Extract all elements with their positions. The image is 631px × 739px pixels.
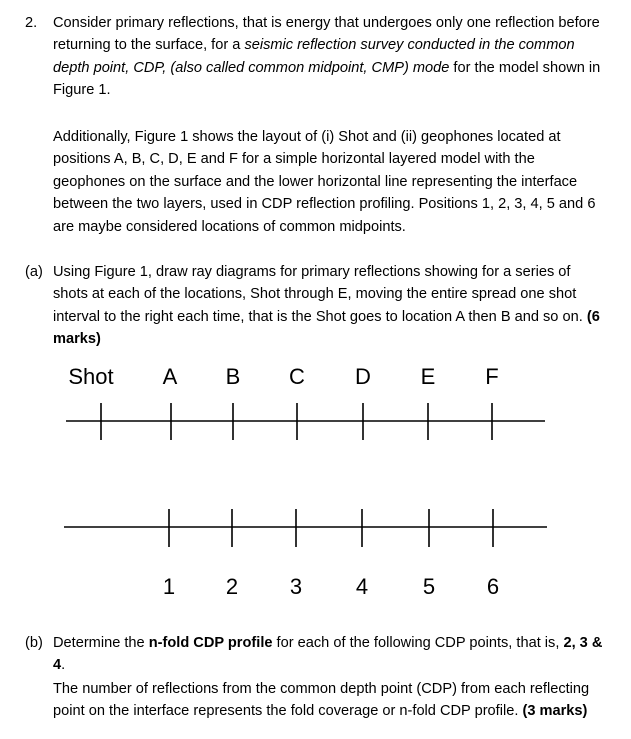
part-b-points: 2, 3 & 4 xyxy=(53,635,603,674)
label-e: E xyxy=(420,364,436,389)
intro-text-end: for the model shown in Figure 1. xyxy=(53,59,601,99)
label-5: 5 xyxy=(422,574,436,599)
part-a-label: (a) xyxy=(25,264,43,280)
label-a: A xyxy=(162,364,178,389)
label-2: 2 xyxy=(225,574,239,599)
part-b-pre: Determine the xyxy=(53,635,149,651)
label-c: C xyxy=(289,364,305,389)
label-3: 3 xyxy=(289,574,303,599)
label-b: B xyxy=(225,364,241,389)
part-b-marks: (3 marks) xyxy=(522,703,588,720)
label-f: F xyxy=(485,364,499,389)
label-6: 6 xyxy=(486,574,500,599)
additional-paragraph: Additionally, Figure 1 shows the layout of (i) Shot and (ii) geophones located at positions A, B, C, D, E and F for a simple horizontal layered model with the geophones on the surface and the lower horizontal line representing the interface between the two layers, used in CDP reflection profiling. Positions 1, 2, 3, 4, 5 and 6 are maybe considered locations of common midpoints. xyxy=(53,129,596,235)
label-4: 4 xyxy=(355,574,369,599)
part-a-body: Using Figure 1, draw ray diagrams for primary reflections showing for a series of shots at each of the locations, Shot through E, moving the entire spread one shot interval to the right each time, that is the Shot goes to location A then B and so on. xyxy=(53,264,583,325)
part-b-label: (b) xyxy=(25,635,43,651)
part-b-end: . xyxy=(61,657,66,674)
part-b-explanation-text: The number of reflections from the common depth point (CDP) from each reflecting point on the interface represents the fold coverage or n-fold CDP profile. xyxy=(53,681,590,720)
part-b-mid: for each of the following CDP points, that is, xyxy=(272,635,564,651)
part-b-question xyxy=(53,632,613,677)
question-number: 2. xyxy=(25,15,38,31)
part-b-term: n-fold CDP profile xyxy=(148,635,273,651)
label-d: D xyxy=(355,364,371,389)
intro-text: Consider primary reflections, that is energy that undergoes only one reflection before returning to the surface, for a xyxy=(53,15,600,54)
intro-italic-text: seismic reflection survey conducted in the common depth point, CDP, (also called common midpoint, CMP) mode xyxy=(53,37,575,76)
label-1: 1 xyxy=(162,574,176,599)
part-a-marks: (6 marks) xyxy=(53,308,600,348)
part-b-explanation xyxy=(53,678,613,723)
label-shot: Shot xyxy=(68,364,114,389)
